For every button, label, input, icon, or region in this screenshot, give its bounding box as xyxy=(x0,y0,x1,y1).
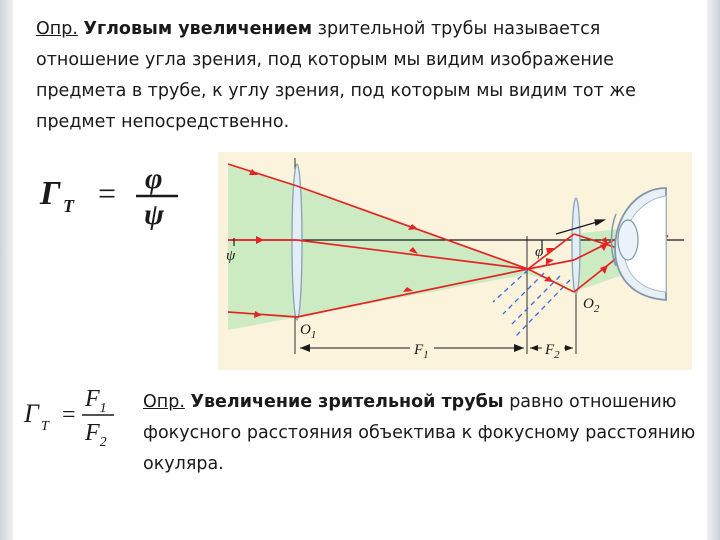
slide-frame-left xyxy=(0,0,13,540)
formula2-denominator: $F_2$ xyxy=(85,420,107,450)
f2-label: $F_2$ xyxy=(545,342,560,361)
formula2-equals: = xyxy=(62,402,76,428)
formula2-lhs-subscript: Т xyxy=(41,419,49,434)
formula-denominator: ψ xyxy=(144,198,165,230)
formula2-numerator: $F_1$ xyxy=(85,386,107,416)
formula-angle-ratio xyxy=(38,160,188,230)
formula-focal-ratio xyxy=(22,380,122,452)
definition2-text: равно отношению фокусного расстояния объектива к фокусному расстоянию окуляра. xyxy=(143,392,696,474)
formula-equals: = xyxy=(98,175,117,211)
eyepiece-lens xyxy=(572,198,580,294)
o2-label: $O_2$ xyxy=(583,296,600,315)
definition2-term: Увеличение зрительной трубы xyxy=(190,392,504,412)
o1-label: $O_1$ xyxy=(300,322,317,341)
phi-label: φ xyxy=(535,244,544,260)
slide-frame-right xyxy=(707,0,720,540)
formula-lhs-subscript: Т xyxy=(63,196,74,216)
telescope-ray-diagram xyxy=(218,152,692,370)
f1-label: $F_1$ xyxy=(414,342,429,361)
psi-label: ψ xyxy=(226,248,236,264)
formula-numerator: φ xyxy=(145,162,163,195)
definition-text: зрительной трубы называется отношение угла зрения, под которым мы видим изображение предмета в трубе, к углу зрения, под которым мы видим тот же предмет непосредственно. xyxy=(36,19,636,132)
definition-telescope-magnification xyxy=(143,387,703,480)
definition-angular-magnification xyxy=(36,14,706,138)
definition-prefix: Опр. xyxy=(36,19,78,39)
definition2-prefix: Опр. xyxy=(143,392,185,412)
definition-term: Угловым увеличением xyxy=(83,19,313,39)
formula2-lhs: Г xyxy=(24,399,39,428)
formula-lhs: Г xyxy=(40,175,61,212)
